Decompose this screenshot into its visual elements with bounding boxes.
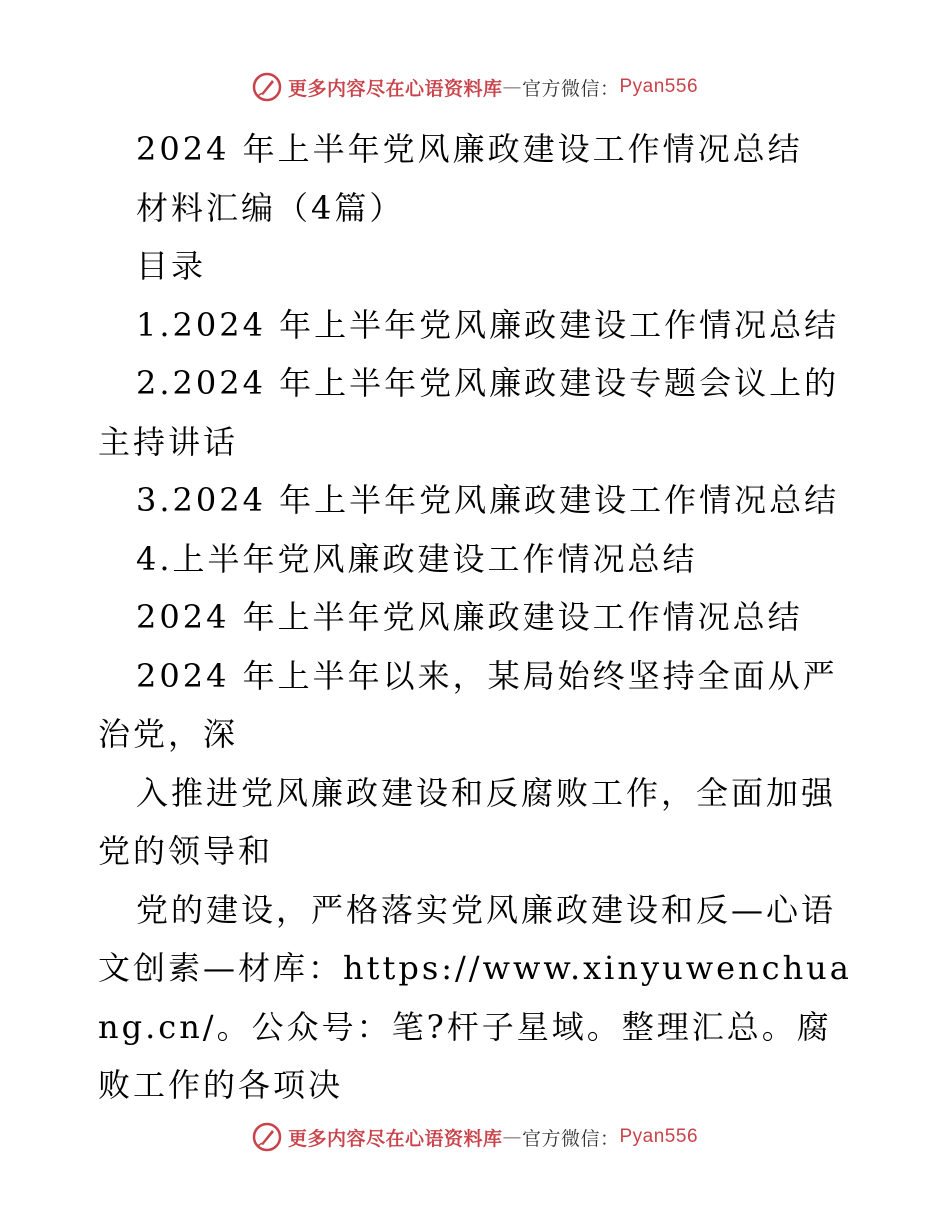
banner-text: 更多内容尽在心语资料库 (287, 77, 503, 100)
toc-item: 4.上半年党风廉政建设工作情况总结 (136, 539, 698, 578)
section-title: 2024 年上半年党风廉政建设工作情况总结 (136, 598, 803, 636)
body-paragraph: 2024 年上半年以来，某局始终坚持全面从严治党，深 (98, 656, 838, 753)
body-paragraph: 入推进党风廉政建设和反腐败工作，全面加强党的领导和 (98, 773, 837, 870)
toc-heading: 目录 (136, 247, 207, 285)
banner-dash: — (502, 1126, 522, 1148)
doc-title: 2024 年上半年党风廉政建设工作情况总结 (136, 130, 803, 168)
banner-text: 更多内容尽在心语资料库 (287, 1127, 503, 1150)
banner-wechat-id: Pyan556 (619, 1126, 699, 1147)
footer-watermark-banner (0, 1122, 950, 1152)
doc-subtitle: 材料汇编（4篇） (136, 188, 405, 227)
body-paragraph: 党的建设，严格落实党风廉政建设和反—心语文创素—材库：https://www.xinyuwenchuang.cn/。公众号：笔?杆子星域。整理汇总。腐败工作的各项决 (98, 890, 852, 1104)
banner-dash: — (502, 76, 522, 98)
toc-item: 3.2024 年上半年党风廉政建设工作情况总结 (136, 481, 840, 519)
banner-wechat-label: 官方微信： (521, 77, 620, 100)
banner-wechat-label: 官方微信： (521, 1127, 620, 1150)
toc-item: 2.2024 年上半年党风廉政建设专题会议上的主持讲话 (98, 364, 840, 461)
header-watermark-banner (0, 72, 950, 102)
quill-logo-icon (252, 72, 282, 102)
quill-logo-icon (252, 1122, 282, 1152)
document-body (98, 120, 858, 1115)
toc-item: 1.2024 年上半年党风廉政建设工作情况总结 (136, 305, 840, 344)
banner-wechat-id: Pyan556 (619, 76, 699, 97)
